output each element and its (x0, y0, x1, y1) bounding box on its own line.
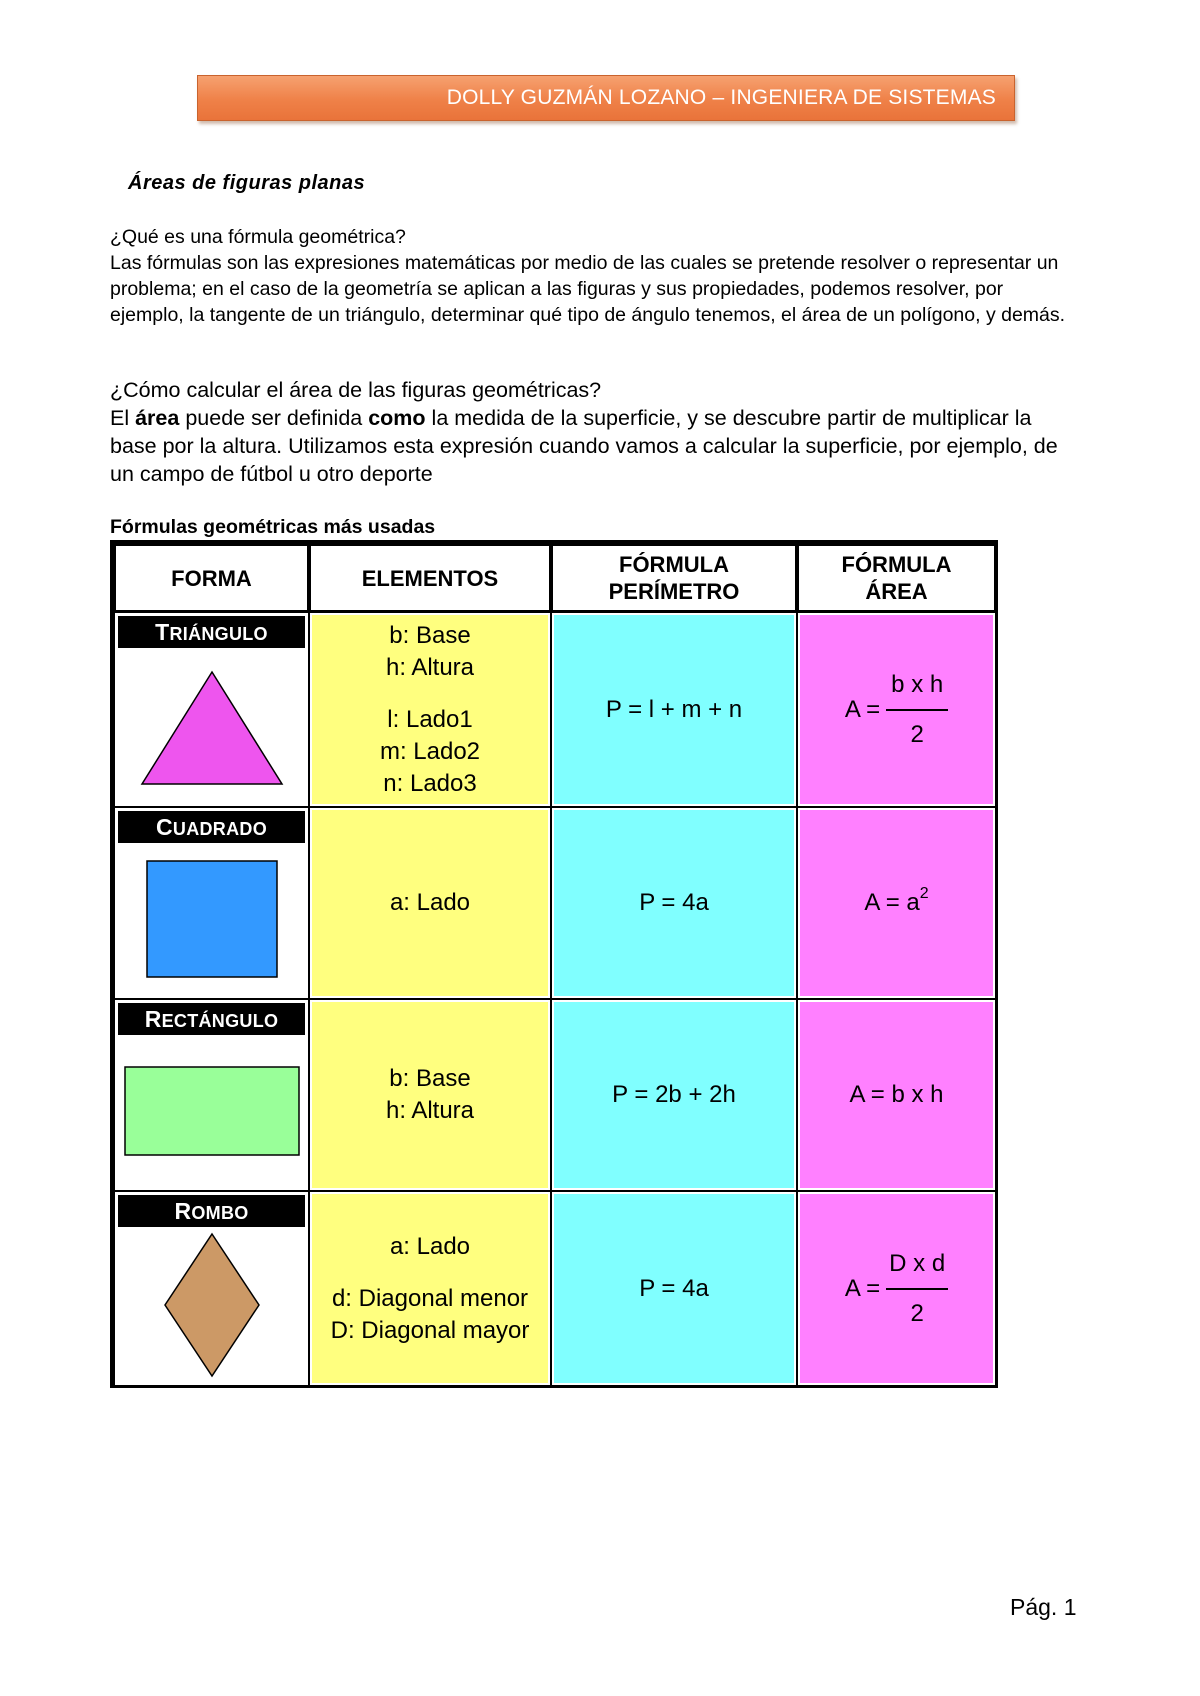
area-triangulo (798, 613, 995, 806)
rhombus-figure-area (118, 1227, 305, 1382)
element-item: b: Base (389, 1065, 471, 1092)
element-item: D: Diagonal mayor (330, 1316, 530, 1344)
rhombus-figure (157, 1230, 267, 1380)
header-area-line1: FÓRMULA (841, 552, 952, 577)
rectangle-figure (122, 1063, 302, 1159)
section2-body (110, 404, 1070, 488)
header-area-line2: ÁREA (865, 579, 928, 604)
header-area (798, 545, 995, 611)
header-forma (115, 545, 308, 611)
area-formula (864, 885, 929, 917)
elements-rombo (310, 1192, 550, 1385)
section2-bold-area: área (135, 406, 180, 430)
element-item: n: Lado3 (383, 769, 477, 797)
area-cuadrado (798, 808, 995, 998)
area-fraction (845, 671, 948, 749)
section1-body: Las fórmulas son las expresiones matemáticas por medio de las cuales se pretende resolver o representar un problema; en el caso de la geometría se aplican a las figuras y sus propiedades, podemos resolver, por ejemplo, la tangente de un triángulo, determinar qué tipo de ángulo tenemos, el área de un polígono, y demás. (110, 252, 1066, 326)
header-perimetro-line1: FÓRMULA (619, 552, 729, 577)
shape-label-triangulo (118, 616, 305, 648)
elements-cuadrado (310, 808, 550, 998)
rectangle-figure-area (118, 1035, 305, 1187)
shape-label-initial: R (144, 1006, 162, 1032)
elements-rectangulo (310, 1000, 550, 1190)
area-fraction (845, 1250, 948, 1328)
shape-label-initial: C (155, 814, 173, 840)
area-lhs: A = (844, 1274, 881, 1302)
shape-label-rest: RIÁNGULO (169, 624, 268, 644)
element-item: l: Lado1 (387, 705, 473, 733)
elements-triangulo (310, 613, 550, 806)
header-text: DOLLY GUZMÁN LOZANO – INGENIERA DE SISTEMAS (446, 86, 996, 109)
shape-label-initial: R (174, 1198, 192, 1224)
perimeter-formula: P = 2b + 2h (612, 1081, 736, 1108)
shape-label-rombo (118, 1195, 305, 1227)
shape-label-rest: ECTÁNGULO (161, 1011, 279, 1031)
header-elementos (310, 545, 550, 611)
shape-cell-cuadrado (115, 808, 308, 998)
area-exponent: 2 (919, 885, 929, 902)
area-lhs: A = (844, 695, 881, 723)
element-item: d: Diagonal menor (331, 1284, 529, 1312)
fraction-bar (886, 1288, 948, 1290)
square-figure (142, 857, 282, 981)
area-denominator: 2 (910, 1299, 924, 1327)
area-rombo (798, 1192, 995, 1385)
header-perimetro (552, 545, 796, 611)
shape-label-cuadrado (118, 811, 305, 843)
triangle-figure (132, 656, 292, 796)
section2-question: ¿Cómo calcular el área de las figuras geométricas? (110, 378, 602, 402)
page-number: Pág. 1 (1010, 1594, 1077, 1620)
section2-bold-como: como (368, 406, 426, 430)
section2-text-1: El (110, 406, 136, 430)
section-area-calculation (110, 376, 1070, 488)
perimeter-triangulo (552, 613, 796, 806)
shape-label-initial: T (155, 619, 170, 645)
fraction-bar (886, 709, 948, 711)
element-item: b: Base (389, 621, 471, 649)
perimeter-rombo (552, 1192, 796, 1385)
area-numerator: D x d (889, 1249, 946, 1277)
header-forma-label: FORMA (171, 565, 252, 591)
area-formula: A = b x h (849, 1081, 944, 1108)
perimeter-formula: P = 4a (639, 889, 709, 916)
square-figure-area (118, 843, 305, 995)
section2-text-2: puede ser definida (179, 406, 369, 430)
element-item: m: Lado2 (379, 737, 481, 765)
document-title: Áreas de figuras planas (128, 172, 366, 194)
shape-label-rest: OMBO (191, 1203, 249, 1223)
element-item: a: Lado (389, 889, 471, 916)
shape-label-rest: UADRADO (172, 819, 268, 839)
perimeter-rectangulo (552, 1000, 796, 1190)
section1-question: ¿Qué es una fórmula geométrica? (110, 226, 406, 248)
triangle-figure-area (118, 648, 305, 803)
table-title: Fórmulas geométricas más usadas (110, 516, 436, 538)
area-rectangulo (798, 1000, 995, 1190)
perimeter-cuadrado (552, 808, 796, 998)
area-denominator: 2 (910, 720, 924, 748)
perimeter-formula: P = l + m + n (605, 695, 743, 723)
element-item: h: Altura (385, 1097, 475, 1124)
section2-text-3: la medida de la superficie, y se descubre partir de multiplicar la base por la altura. Utilizamos esta expresión cuando vamos a calcular la superficie, por ejemplo, de un campo de fútbol u otro deporte (110, 406, 1058, 486)
section-formula-definition (110, 224, 1070, 328)
formulas-table (110, 540, 998, 1388)
header-perimetro-line2: PERÍMETRO (608, 579, 740, 604)
element-item: a: Lado (389, 1232, 471, 1260)
element-item: h: Altura (385, 653, 475, 681)
shape-label-rectangulo (118, 1003, 305, 1035)
area-text: A = a (864, 889, 920, 916)
header-banner (197, 75, 1015, 121)
perimeter-formula: P = 4a (639, 1274, 709, 1302)
header-elementos-label: ELEMENTOS (361, 565, 499, 591)
area-numerator: b x h (891, 670, 944, 698)
shape-cell-triangulo (115, 613, 308, 806)
shape-cell-rombo (115, 1192, 308, 1385)
shape-cell-rectangulo (115, 1000, 308, 1190)
